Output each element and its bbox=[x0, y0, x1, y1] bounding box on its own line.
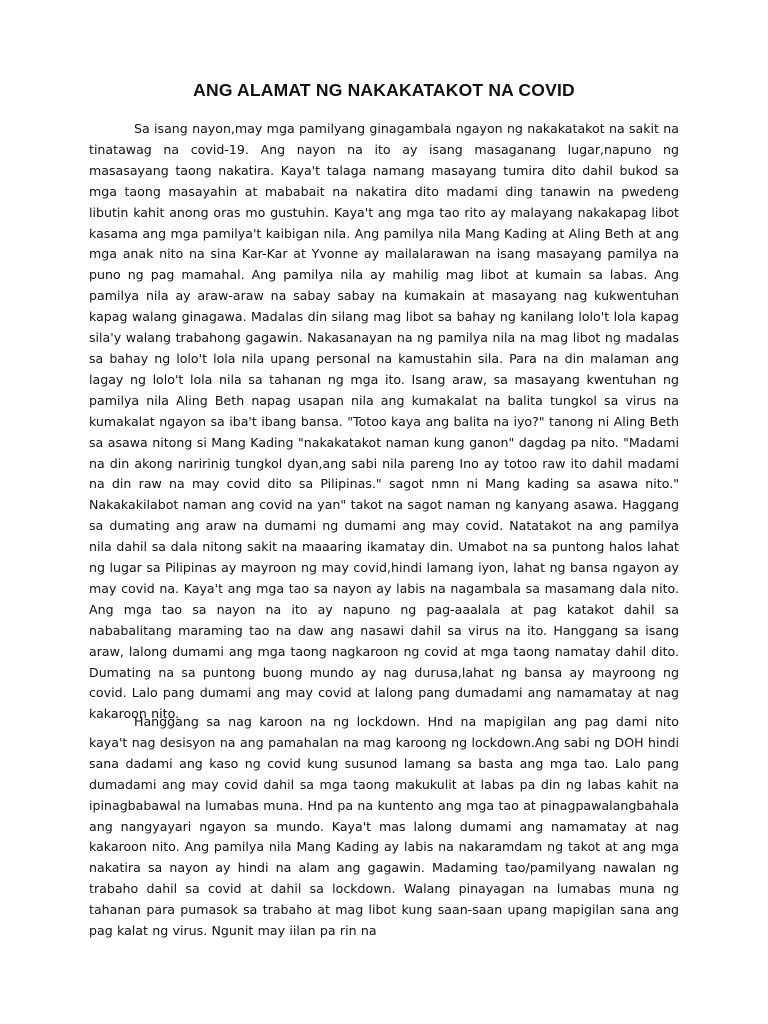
document-title: ANG ALAMAT NG NAKAKATAKOT NA COVID bbox=[193, 80, 575, 100]
paragraph-1-block bbox=[89, 119, 679, 725]
paragraph-2-block bbox=[89, 712, 679, 942]
paragraph-2: Hanggang sa nag karoon na ng lockdown. Hnd na mapigilan ang pag dami nito kaya't nag desisyon na ang pamahalan na mag karoong ng lockdown.Ang sabi ng DOH hindi sana dadami ang kaso ng covid kung susunod lamang sa basta ang mga tao. Lalo pang dumadami ang may covid dahil sa mga taong makukulit at labas pa din ng labas kahit na ipinagbabawal na lumabas muna. Hnd pa na kuntento ang mga tao at pinagpawalangbahala ang nangyayari ngayon sa mundo. Kaya't mas lalong dumami ang namamatay at nag kakaroon nito. Ang pamilya nila Mang Kading ay labis na nakaramdam ng takot at ang mga nakatira sa nayon ay hindi na alam ang gagawin. Madaming tao/pamilyang nawalan ng trabaho dahil sa covid at dahil sa lockdown. Walang pinayagan na lumabas muna ng tahanan para pumasok sa trabaho at mag libot kung saan-saan upang mapigilan sana ang pag kalat ng virus. Ngunit may iilan pa rin na bbox=[89, 714, 679, 939]
paragraph-1: Sa isang nayon,may mga pamilyang ginagambala ngayon ng nakakatakot na sakit na tinatawag na covid-19. Ang nayon na ito ay isang masaganang lugar,napuno ng masasayang taong nakatira. Kaya't talaga namang masayang tumira dito dahil bukod sa mga taong masayahin at mababait na nakatira dito madami ding tanawin na pwedeng libutin kahit anong oras mo gustuhin. Kaya't ang mga tao rito ay malayang nakakapag libot kasama ang mga pamilya't kaibigan nila. Ang pamilya nila Mang Kading at Aling Beth at ang mga anak nito na sina Kar-Kar at Yvonne ay mailalarawan na isang masayang pamilya na puno ng pag mamahal. Ang pamilya nila ay mahilig mag libot at kumain sa labas. Ang pamilya nila ay araw-araw na sabay sabay na kumakain at masayang nag kukwentuhan kapag walang ginagawa. Madalas din silang mag libot sa bahay ng kanilang lolo't lola kapag sila'y walang trabahong gagawin. Nakasanayan na ng pamilya nila na mag libot ng madalas sa bahay ng lolo't lola nila upang personal na kamustahin sila. Para na din malaman ang lagay ng lolo't lola nila sa tahanan ng mga ito. Isang araw, sa masayang kwentuhan ng pamilya nila Aling Beth napag usapan nila ang kumakalat na balita tungkol sa virus na kumakalat ngayon sa iba't ibang bansa. "Totoo kaya ang balita na iyo?" tanong ni Aling Beth sa asawa nitong si Mang Kading "nakakatakot naman kung ganon" dagdag pa nito. "Madami na din akong naririnig tungkol dyan,ang sabi nila pareng Ino ay totoo raw ito dahil madami na din raw na may covid dito sa Pilipinas." sagot nmn ni Mang kading sa asawa nito." Nakakakilabot naman ang covid na yan" takot na sagot naman ng kanyang asawa. Haggang sa dumating ang araw na dumami ng dumami ang may covid. Natatakot na ang pamilya nila dahil sa dala nitong sakit na maaaring ikamatay din. Umabot na sa puntong halos lahat ng lugar sa Pilipinas ay mayroon ng may covid,hindi lamang iyon, lahat ng bansa ngayon ay may covid na. Kaya't ang mga tao sa nayon ay labis na nagambala sa masamang dala nito. Ang mga tao sa nayon na ito ay napuno ng pag-aaalala at pag katakot dahil sa nababalitang maraming tao na daw ang nasawi dahil sa virus na ito. Hanggang sa isang araw, lalong dumami ang mga taong nagkaroon ng covid at mga taong namatay dahil dito. Dumating na sa puntong buong mundo ay nag durusa,lahat ng bansa ay mayroong ng covid. Lalo pang dumami ang may covid at lalong pang dumadami ang namamatay at nag kakaroon nito. bbox=[89, 121, 679, 722]
